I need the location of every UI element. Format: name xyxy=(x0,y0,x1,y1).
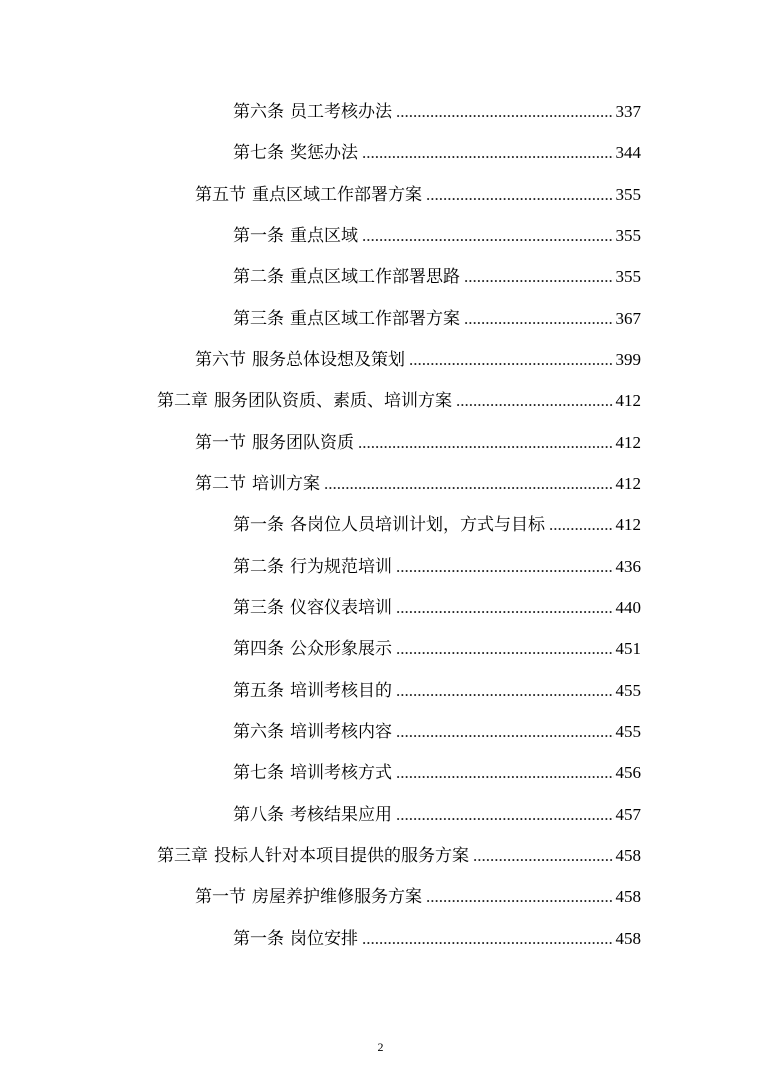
entry-page-number: 458 xyxy=(615,846,641,865)
entry-number: 第六条 xyxy=(233,102,284,122)
entry-number: 第七条 xyxy=(233,143,284,163)
dot-leader xyxy=(549,514,614,536)
toc-entry[interactable] xyxy=(195,428,641,454)
dot-leader xyxy=(464,308,614,330)
entry-number: 第五节 xyxy=(195,185,246,205)
entry-number: 第二章 xyxy=(157,391,208,411)
dot-leader xyxy=(396,556,614,578)
entry-page-number: 337 xyxy=(615,102,641,121)
entry-page-number: 412 xyxy=(615,391,641,410)
dot-leader xyxy=(324,473,614,495)
entry-title: 房屋养护维修服务方案 xyxy=(252,887,422,907)
entry-number: 第一节 xyxy=(195,887,246,907)
dot-leader xyxy=(396,804,614,826)
entry-number: 第二条 xyxy=(233,557,284,577)
dot-leader xyxy=(362,142,614,164)
entry-title: 服务团队资质 xyxy=(252,433,354,453)
entry-title: 培训考核方式 xyxy=(290,763,392,783)
entry-page-number: 458 xyxy=(615,887,641,906)
entry-title: 各岗位人员培训计划，方式与目标 xyxy=(290,515,545,535)
dot-leader xyxy=(362,928,614,950)
entry-page-number: 455 xyxy=(615,722,641,741)
entry-page-number: 458 xyxy=(615,929,641,948)
entry-page-number: 456 xyxy=(615,763,641,782)
entry-number: 第六条 xyxy=(233,722,284,742)
toc-entry[interactable] xyxy=(233,717,641,743)
entry-title: 公众形象展示 xyxy=(290,639,392,659)
dot-leader xyxy=(362,225,614,247)
entry-page-number: 367 xyxy=(615,309,641,328)
dot-leader xyxy=(396,597,614,619)
entry-title: 仪容仪表培训 xyxy=(290,598,392,618)
entry-page-number: 355 xyxy=(615,185,641,204)
dot-leader xyxy=(409,349,614,371)
toc-entry[interactable] xyxy=(157,386,641,412)
toc-entry[interactable] xyxy=(233,800,641,826)
entry-page-number: 436 xyxy=(615,557,641,576)
toc-entry[interactable] xyxy=(233,138,641,164)
entry-page-number: 355 xyxy=(615,267,641,286)
toc-entry[interactable] xyxy=(233,304,641,330)
entry-number: 第六节 xyxy=(195,350,246,370)
toc-entry[interactable] xyxy=(233,634,641,660)
dot-leader xyxy=(456,390,614,412)
toc-entry[interactable] xyxy=(157,841,641,867)
entry-title: 奖惩办法 xyxy=(290,143,358,163)
dot-leader xyxy=(426,184,614,206)
toc-entry[interactable] xyxy=(233,221,641,247)
dot-leader xyxy=(464,266,614,288)
entry-title: 重点区域工作部署方案 xyxy=(290,309,460,329)
toc-entry[interactable] xyxy=(233,758,641,784)
dot-leader xyxy=(426,886,614,908)
entry-page-number: 455 xyxy=(615,681,641,700)
entry-page-number: 412 xyxy=(615,433,641,452)
toc-entry[interactable] xyxy=(233,676,641,702)
entry-number: 第一节 xyxy=(195,433,246,453)
entry-title: 重点区域工作部署思路 xyxy=(290,267,460,287)
entry-number: 第四条 xyxy=(233,639,284,659)
dot-leader xyxy=(396,101,614,123)
entry-title: 岗位安排 xyxy=(290,929,358,949)
toc-entry[interactable] xyxy=(195,882,641,908)
toc-entry[interactable] xyxy=(233,924,641,950)
entry-number: 第八条 xyxy=(233,805,284,825)
entry-title: 培训方案 xyxy=(252,474,320,494)
dot-leader xyxy=(396,721,614,743)
dot-leader xyxy=(396,638,614,660)
entry-title: 服务总体设想及策划 xyxy=(252,350,405,370)
entry-title: 考核结果应用 xyxy=(290,805,392,825)
entry-page-number: 355 xyxy=(615,226,641,245)
entry-title: 行为规范培训 xyxy=(290,557,392,577)
entry-number: 第二节 xyxy=(195,474,246,494)
entry-number: 第一条 xyxy=(233,515,284,535)
entry-number: 第三条 xyxy=(233,598,284,618)
entry-page-number: 451 xyxy=(615,639,641,658)
entry-number: 第五条 xyxy=(233,681,284,701)
entry-number: 第一条 xyxy=(233,226,284,246)
toc-entry[interactable] xyxy=(233,552,641,578)
entry-page-number: 412 xyxy=(615,474,641,493)
dot-leader xyxy=(358,432,614,454)
entry-page-number: 412 xyxy=(615,515,641,534)
toc-entry[interactable] xyxy=(233,97,641,123)
page-number: 2 xyxy=(377,1040,384,1054)
dot-leader xyxy=(396,762,614,784)
entry-number: 第三章 xyxy=(157,846,208,866)
dot-leader xyxy=(396,680,614,702)
entry-page-number: 344 xyxy=(615,143,641,162)
entry-page-number: 399 xyxy=(615,350,641,369)
entry-title: 重点区域 xyxy=(290,226,358,246)
entry-title: 员工考核办法 xyxy=(290,102,392,122)
dot-leader xyxy=(473,845,614,867)
entry-page-number: 457 xyxy=(615,805,641,824)
entry-title: 服务团队资质、素质、培训方案 xyxy=(214,391,452,411)
entry-number: 第二条 xyxy=(233,267,284,287)
entry-number: 第一条 xyxy=(233,929,284,949)
entry-title: 培训考核内容 xyxy=(290,722,392,742)
entry-number: 第三条 xyxy=(233,309,284,329)
toc-entry[interactable] xyxy=(195,345,641,371)
toc-entry[interactable] xyxy=(195,180,641,206)
toc-entry[interactable] xyxy=(233,510,641,536)
entry-title: 培训考核目的 xyxy=(290,681,392,701)
toc-entry[interactable] xyxy=(233,593,641,619)
toc-entry[interactable] xyxy=(195,469,641,495)
entry-title: 投标人针对本项目提供的服务方案 xyxy=(214,846,469,866)
entry-page-number: 440 xyxy=(615,598,641,617)
entry-number: 第七条 xyxy=(233,763,284,783)
entry-title: 重点区域工作部署方案 xyxy=(252,185,422,205)
toc-entry[interactable] xyxy=(233,262,641,288)
